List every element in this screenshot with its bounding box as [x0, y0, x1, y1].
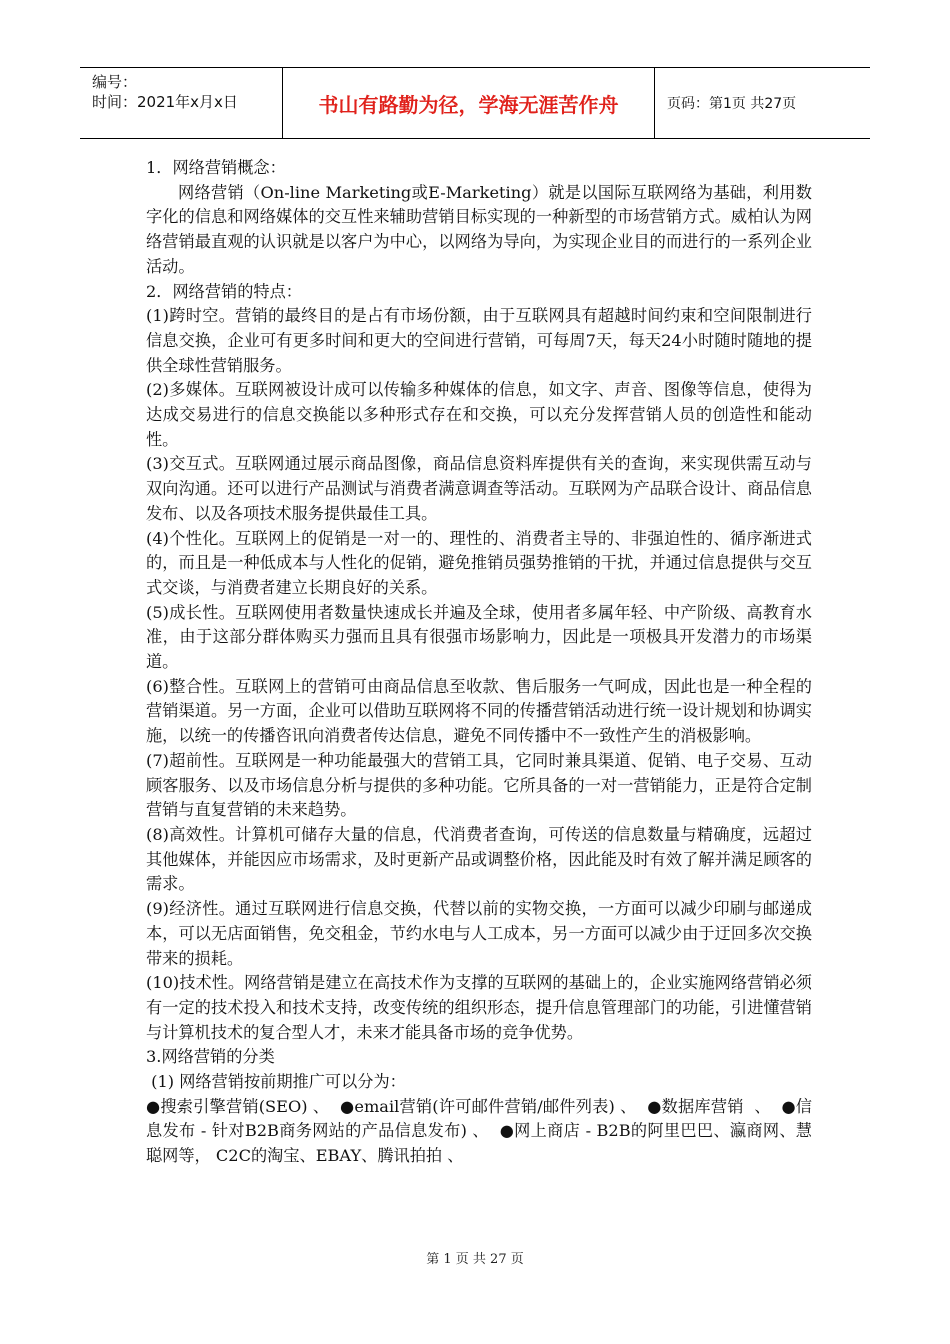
paragraph-concept: 网络营销（On-line Marketing或E-Marketing）就是以国际互联网络为基础，利用数字化的信息和网络媒体的交互性来辅助营销目标实现的一种新型的市场营销方式。威柏认为网络营销最直观的认识就是以客户为中心，以网络为导向，为实现企业目的而进行的一系列企业活动。	[146, 182, 812, 276]
paragraph-feature-6: (6)整合性。互联网上的营销可由商品信息至收款、售后服务一气呵成，因此也是一种全程的营销渠道。另一方面，企业可以借助互联网将不同的传播营销活动进行统一设计规划和协调实施，以统一的传播咨讯向消费者传达信息，避免不同传播中不一致性产生的消极影响。	[146, 676, 812, 746]
paragraph-feature-2: (2)多媒体。互联网被设计成可以传输多种媒体的信息，如文字、声音、图像等信息，使得为达成交易进行的信息交换能以多种形式存在和交换，可以充分发挥营销人员的创造性和能动性。	[146, 380, 812, 449]
paragraph-feature-9: (9)经济性。通过互联网进行信息交换，代替以前的实物交换，一方面可以减少印刷与邮递成本，可以无店面销售，免交租金，节约水电与人工成本，另一方面可以减少由于迂回多次交换带来的损耗。	[146, 899, 812, 968]
number-label: 编号：	[92, 73, 138, 91]
paragraph-feature-10: (10)技术性。网络营销是建立在高技术作为支撑的互联网的基础上的，企业实施网络营销必须有一定的技术投入和技术支持，改变传统的组织形态，提升信息管理部门的功能，引进懂营销与计算机技术的复合型人才，未来才能具备市场的竞争优势。	[146, 973, 812, 1042]
paragraph-feature-3: (3)交互式。互联网通过展示商品图像，商品信息资料库提供有关的查询，来实现供需互动与双向沟通。还可以进行产品测试与消费者满意调查等活动。互联网为产品联合设计、商品信息发布、以及各项技术服务提供最佳工具。	[146, 454, 812, 523]
footer-page-number: 第 1 页 共 27 页	[426, 1252, 524, 1267]
paragraph-feature-4: (4)个性化。互联网上的促销是一对一的、理性的、消费者主导的、非强迫性的、循序渐进式的，而且是一种低成本与人性化的促销，避免推销员强势推销的干扰，并通过信息提供与交互式交谈，与消费者建立长期良好的关系。	[146, 528, 812, 597]
header-page-cell	[655, 68, 870, 138]
document-body	[146, 156, 812, 1169]
header-motto-cell	[283, 68, 655, 138]
section-heading-classification: 3.网络营销的分类	[146, 1047, 275, 1067]
paragraph-feature-1: (1)跨时空。营销的最终目的是占有市场份额，由于互联网具有超越时间约束和空间限制进行信息交换，企业可有更多时间和更大的空间进行营销，可每周7天，每天24小时随时随地的提供全球性营销服务。	[146, 306, 812, 375]
paragraph-feature-5: (5)成长性。互联网使用者数量快速成长并遍及全球，使用者多属年轻、中产阶级、高教育水准，由于这部分群体购买力强而且具有很强市场影响力，因此是一项极具开发潜力的市场渠道。	[146, 602, 812, 672]
paragraph-feature-8: (8)高效性。计算机可储存大量的信息，代消费者查询，可传送的信息数量与精确度，远超过其他媒体，并能因应市场需求，及时更新产品或调整价格，因此能及时有效了解并满足顾客的需求。	[146, 824, 812, 894]
section-heading-features: 2．网络营销的特点：	[146, 281, 302, 301]
section-heading-concept: 1．网络营销概念：	[146, 158, 286, 177]
paragraph-classification-list: ●搜索引擎营销(SEO) 、 ●email营销(许可邮件营销/邮件列表) 、 ●数据库营销 、 ●信息发布 - 针对B2B商务网站的产品信息发布) 、 ●网上商店 - B2B的阿里巴巴、瀛商网、慧聪网等， C2C的淘宝、EBAY、腾讯拍拍 、	[146, 1096, 812, 1166]
page-footer	[0, 1248, 950, 1267]
paragraph-classification-intro: (1) 网络营销按前期推广可以分为：	[146, 1072, 406, 1092]
time-label: 时间：2021年x月x日	[92, 93, 238, 111]
page-info: 页码：第1页 共27页	[667, 96, 797, 112]
document-header	[80, 67, 870, 139]
header-meta-cell	[80, 68, 283, 138]
motto-text: 书山有路勤为径，学海无涯苦作舟	[318, 92, 619, 117]
paragraph-feature-7: (7)超前性。互联网是一种功能最强大的营销工具，它同时兼具渠道、促销、电子交易、互动顾客服务、以及市场信息分析与提供的多种功能。它所具备的一对一营销能力，正是符合定制营销与直复营销的未来趋势。	[146, 750, 812, 820]
